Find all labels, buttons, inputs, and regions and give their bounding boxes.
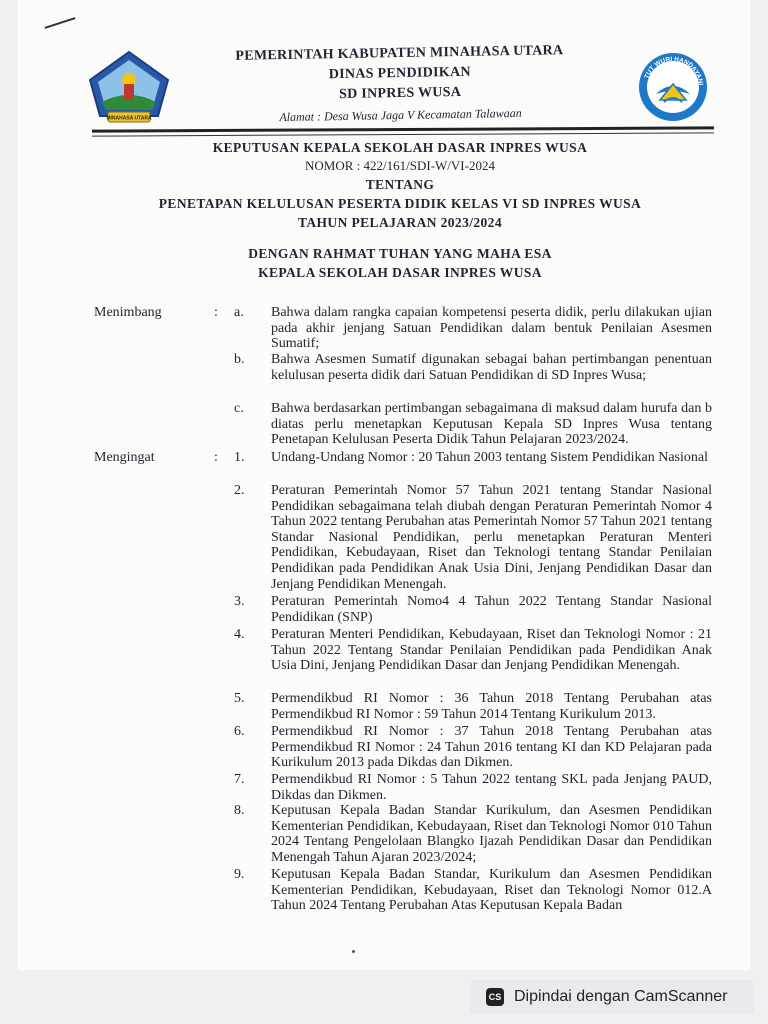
mengingat-marker-3: 3.: [234, 594, 245, 609]
mengingat-item-1: Undang-Undang Nomor : 20 Tahun 2003 tentang Sistem Pendidikan Nasional: [271, 450, 708, 465]
mengingat-item-3: Peraturan Pemerintah Nomo4 4 Tahun 2022 Tentang Standar Nasional Pendidikan (SNP): [271, 594, 712, 625]
mengingat-item-5: Permendikbud RI Nomor : 36 Tahun 2018 Tentang Perubahan atas Permendikbud RI Nomor : 59 Tahun 2014 Tentang Kurikulum 2013.: [271, 691, 712, 722]
mengingat-marker-6: 6.: [234, 724, 245, 739]
mengingat-marker-8: 8.: [234, 803, 245, 818]
school-address: Alamat : Desa Wusa Jaga V Kecamatan Talawaan: [279, 105, 522, 125]
mengingat-item-9: Keputusan Kepala Badan Standar, Kurikulum dan Asesmen Pendidikan Kementerian Pendidikan, Kebudayaan, Riset dan Teknologi Nomor 012.A Tahun 2024 Tentang Perubahan Atas Keputusan Kepala Badan: [271, 867, 712, 914]
mengingat-marker-9: 9.: [234, 867, 245, 882]
mengingat-item-2: Peraturan Pemerintah Nomor 57 Tahun 2021 tentang Standar Nasional Pendidikan sebagaimana telah diubah dengan Peraturan Pemerintah Nomor 4 Tahun 2022 tentang Perubahan atas Pemerintah Nomor 57 Tahun 2021 tentang Standar Nasional Pendidikan, perlu menetapkan Peraturan Menteri Pendidikan, Kebudayaan, Riset dan Teknologi tentang Standar Penilaian Pendidikan pada Pendidikan Anak Usia Dini, Jenjang Pendidikan Dasar dan Jenjang Pendidikan Menengah.: [271, 483, 713, 592]
menimbang-marker-c: c.: [234, 401, 244, 416]
logo-ring-text: TUT WURI HANDAYANI: [643, 55, 704, 86]
menimbang-item-c: Bahwa berdasarkan pertimbangan sebagaimana di maksud dalam hurufa dan b diatas perlu menetapkan Keputusan Kepala SD Inpres Wusa tentang Penetapan Kelulusan Peserta Didik Tahun Pelajaran 2023/2024.: [271, 401, 712, 448]
letterhead: [179, 40, 620, 130]
department-name: DINAS PENDIDIKAN: [328, 64, 471, 83]
menimbang-item-a: Bahwa dalam rangka capaian kompetensi peserta didik, perlu dilakukan ujian pada akhir jenjang Satuan Pendidikan dalam bentuk Penilaian Asesmen Sumatif;: [271, 305, 712, 352]
mengingat-item-8: Keputusan Kepala Badan Standar Kurikulum, dan Asesmen Pendidikan Kementerian Pendidikan, Kebudayaan, Riset dan Teknologi Nomor 010 Tahun 2024 Tentang Pengelolaan Blangko Ijazah Pendidikan Dasar dan Pendidikan Menengah Tahun Ajaran 2023/2024;: [271, 803, 712, 865]
decree-subject: PENETAPAN KELULUSAN PESERTA DIDIK KELAS VI SD INPRES WUSA: [158, 196, 642, 211]
decree-year: TAHUN PELAJARAN 2023/2024: [297, 215, 502, 230]
scan-speck: [352, 950, 355, 953]
decree-title-block: [110, 138, 690, 282]
decree-about: TENTANG: [365, 177, 435, 192]
menimbang-colon: :: [214, 305, 218, 320]
mengingat-marker-1: 1.: [234, 450, 245, 465]
mengingat-item-4: Peraturan Menteri Pendidikan, Kebudayaan, Riset dan Teknologi Nomor : 21 Tahun 2022 Tentang Standar Penilaian Pendidikan pada Pendidikan Anak Usia Dini, Jenjang Pendidikan Dasar dan Jenjang Pendidikan Menengah.: [271, 627, 712, 674]
tut-wuri-handayani-logo: [632, 50, 714, 124]
emblem-ribbon-text: MINAHASA UTARA: [106, 115, 152, 122]
menimbang-label: Menimbang: [94, 305, 162, 320]
mengingat-marker-4: 4.: [234, 627, 245, 642]
regency-emblem-logo: [88, 50, 170, 128]
head-line: KEPALA SEKOLAH DASAR INPRES WUSA: [258, 265, 542, 280]
mengingat-label: Mengingat: [94, 450, 155, 465]
mengingat-item-6: Permendikbud RI Nomor : 37 Tahun 2018 Tentang Perubahan atas Permendikbud RI Nomor : 24 Tahun 2016 tentang KI dan KD Pelajaran pada Kurikulum 2013 pada Dikdas dan Dikmen.: [271, 724, 712, 771]
mengingat-marker-7: 7.: [234, 772, 245, 787]
mengingat-colon: :: [214, 450, 218, 465]
decree-number: NOMOR : 422/161/SDI-W/VI-2024: [305, 158, 495, 173]
menimbang-marker-a: a.: [234, 305, 244, 320]
decree-title: KEPUTUSAN KEPALA SEKOLAH DASAR INPRES WUSA: [212, 140, 588, 155]
menimbang-marker-b: b.: [234, 352, 245, 367]
mengingat-marker-5: 5.: [234, 691, 245, 706]
school-name: SD INPRES WUSA: [338, 84, 462, 103]
camscanner-badge: [470, 980, 754, 1014]
blessing-line: DENGAN RAHMAT TUHAN YANG MAHA ESA: [248, 246, 552, 261]
camscanner-icon: CS: [486, 988, 504, 1006]
mengingat-marker-2: 2.: [234, 483, 245, 498]
camscanner-text: Dipindai dengan CamScanner: [514, 988, 728, 1005]
mengingat-item-7: Permendikbud RI Nomor : 5 Tahun 2022 tentang SKL pada Jenjang PAUD, Dikdas dan Dikmen.: [271, 772, 712, 803]
government-name: PEMERINTAH KABUPATEN MINAHASA UTARA: [235, 43, 564, 64]
menimbang-item-b: Bahwa Asesmen Sumatif digunakan sebagai bahan pertimbangan penentuan kelulusan peserta didik dari Satuan Pendidikan di SD Inpres Wusa;: [271, 352, 712, 383]
